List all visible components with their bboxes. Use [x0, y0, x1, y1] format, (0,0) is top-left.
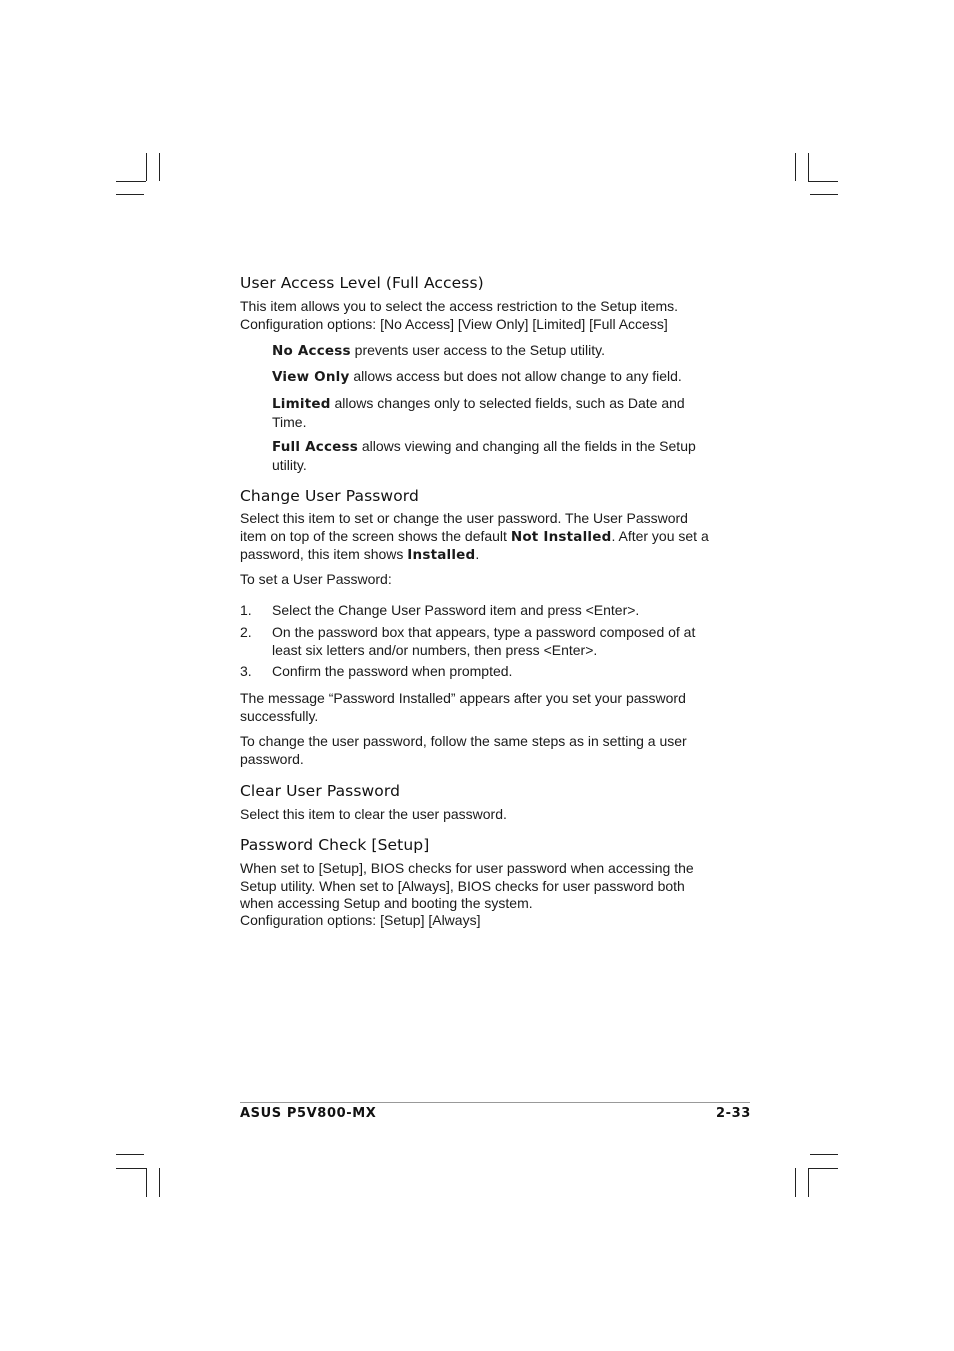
option-term: Limited — [272, 396, 331, 412]
installed-term: Installed — [407, 547, 476, 563]
heading-clear-user-password: Clear User Password — [240, 782, 401, 800]
text-run: . After you set a password, this item shows — [240, 527, 709, 562]
footer-product-name: ASUS P5V800-MX — [240, 1106, 377, 1121]
step-number: 3. — [240, 663, 252, 679]
option-desc: prevents user access to the Setup utility. — [350, 342, 605, 358]
option-limited — [272, 395, 716, 431]
password-check-description: When set to [Setup], BIOS checks for user password when accessing the Setup utility. When set to [Always], BIOS checks for user password both when accessing Setup and booting the system. — [240, 860, 694, 911]
option-term: Full Access — [272, 439, 358, 455]
user-access-description: This item allows you to select the access restriction to the Setup items. — [240, 298, 679, 314]
option-no-access — [272, 342, 716, 361]
step-number: 1. — [240, 602, 252, 618]
option-term: No Access — [272, 343, 351, 359]
footer-page-number: 2-33 — [716, 1106, 751, 1121]
change-password-note: To change the user password, follow the same steps as in setting a user password. — [240, 733, 687, 767]
clear-password-description: Select this item to clear the user password. — [240, 806, 507, 822]
set-password-intro: To set a User Password: — [240, 571, 392, 587]
change-password-description — [240, 510, 716, 565]
not-installed-term: Not Installed — [510, 528, 612, 545]
option-full-access — [272, 438, 716, 474]
option-view-only — [272, 368, 716, 387]
heading-user-access-level: User Access Level (Full Access) — [240, 274, 484, 292]
heading-change-user-password: Change User Password — [240, 487, 419, 505]
footer-rule — [240, 1102, 750, 1103]
step-text: Confirm the password when prompted. — [272, 663, 513, 679]
text-run: . — [475, 546, 480, 562]
step-text: Select the Change User Password item and press <Enter>. — [272, 602, 640, 618]
step-text: On the password box that appears, type a password composed of at least six letters and/or numbers, then press <Enter>. — [272, 624, 696, 658]
heading-password-check: Password Check [Setup] — [240, 836, 430, 854]
option-desc: allows access but does not allow change to any field. — [349, 368, 682, 384]
password-installed-message: The message “Password Installed” appears after you set your password successfully. — [240, 690, 686, 724]
option-desc: allows changes only to selected fields, such as Date and Time. — [272, 395, 685, 430]
user-access-config-options: Configuration options: [No Access] [View Only] [Limited] [Full Access] — [240, 316, 668, 332]
step-number: 2. — [240, 624, 252, 640]
text-run: Select this item to set or change the user password. The User Password item on top of the screen shows the default — [240, 510, 688, 544]
password-check-config-options: Configuration options: [Setup] [Always] — [240, 912, 481, 928]
option-term: View Only — [272, 369, 350, 385]
option-desc: allows viewing and changing all the fields in the Setup utility. — [272, 438, 696, 473]
